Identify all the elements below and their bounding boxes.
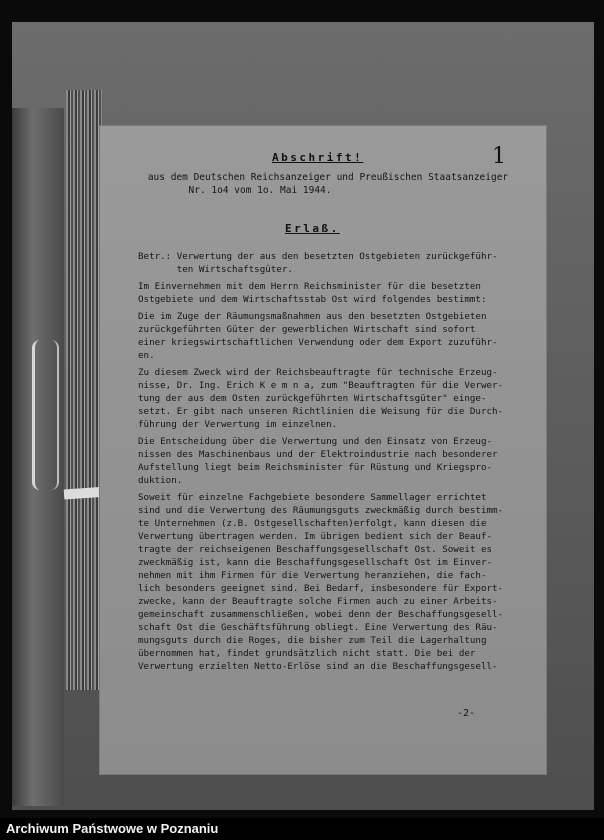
paragraph-collection (138, 491, 528, 673)
text-line: schaft Ost die Geschäftsführung obliegt. Eine Verwertung des Räu- (138, 622, 498, 633)
text-line: Zu diesem Zweck wird der Reichsbeauftragte für technische Erzeug- (138, 367, 498, 378)
text-line: Soweit für einzelne Fachgebiete besondere Sammellager errichtet (138, 492, 487, 503)
text-line: Die Entscheidung über die Verwertung und den Einsatz von Erzeug- (138, 436, 493, 447)
text-line: Verwertung übertragen werden. Im übrigen bedient sich der Beauf- (138, 531, 493, 542)
text-line: Betr.: Verwertung der aus den besetzten Ostgebieten zurückgeführ- (138, 251, 498, 262)
text-line: tragte der reichseigenen Beschaffungsgesellschaft Ost. Soweit es (138, 544, 493, 555)
text-line: gemeinschaft zusammenschließen, wobei denn der Beschaffungsgesell- (138, 609, 504, 620)
paragraph-agreement (138, 280, 528, 306)
handwritten-page-number: 1 (492, 144, 506, 169)
text-line: nehmen mit ihm Firmen für die Verwertung heranziehen, die fach- (138, 570, 487, 581)
text-line: nissen des Maschinenbaus und der Elektroindustrie nach besonderer (138, 449, 498, 460)
paragraph-subject (138, 250, 528, 276)
binding-string (32, 340, 59, 490)
archive-caption-bar (0, 818, 604, 840)
paragraph-commissioner (138, 366, 528, 431)
document-body (138, 250, 528, 677)
text-line: te Unternehmen (z.B. Ostgesellschaften)erfolgt, kann diesen die (138, 518, 487, 529)
text-line: Im Einvernehmen mit dem Herrn Reichsminister für die besetzten (138, 281, 481, 292)
text-line: lich besonders geeignet sind. Bei Bedarf, insbesondere für Export- (138, 583, 504, 594)
source-line-1: aus dem Deutschen Reichsanzeiger und Preußischen Staatsanzeiger (147, 172, 509, 183)
archive-name: Archiwum Państwowe w Poznaniu (6, 821, 219, 836)
text-line: ten Wirtschaftsgüter. (138, 264, 293, 275)
text-line: tung der aus dem Osten zurückgeführten Wirtschaftsgüter" einge- (138, 393, 487, 404)
text-line: Ostgebiete und dem Wirtschaftsstab Ost wird folgendes bestimmt: (138, 294, 487, 305)
decree-heading: Erlaß. (285, 222, 340, 235)
text-line: Die im Zuge der Räumungsmaßnahmen aus den besetzten Ostgebieten (138, 311, 487, 322)
text-line: Aufstellung liegt beim Reichsminister für Rüstung und Kriegspro- (138, 462, 493, 473)
source-line-2: Nr. 1o4 vom 1o. Mai 1944. (188, 185, 332, 196)
document-title: Abschrift! (272, 151, 364, 164)
text-line: zwecke, kann der Beauftragte solche Firmen auch zu einer Arbeits- (138, 596, 498, 607)
text-line: führung der Verwertung im einzelnen. (138, 419, 338, 430)
text-line: einer kriegswirtschaftlichen Verwendung oder dem Export zuzuführ- (138, 337, 498, 348)
text-line: zweckmäßig ist, kann die Beschaffungsgesellschaft Ost im Einver- (138, 557, 493, 568)
text-line: zurückgeführten Güter der gewerblichen Wirtschaft sind sofort (138, 324, 476, 335)
page-footer-number: -2- (457, 708, 476, 719)
paragraph-goods (138, 310, 528, 362)
page-binding (66, 90, 102, 690)
paragraph-decision (138, 435, 528, 487)
text-line: setzt. Er gibt nach unseren Richtlinien die Weisung für die Durch- (138, 406, 504, 417)
text-line: übernommen hat, findet grundsätzlich nicht statt. Die bei der (138, 648, 476, 659)
text-line: duktion. (138, 475, 183, 486)
text-line: sind und die Verwertung des Räumungsguts zweckmäßig durch bestimm- (138, 505, 504, 516)
text-line: Verwertung erzielten Netto-Erlöse sind an die Beschaffungsgesell- (138, 661, 498, 672)
text-line: nisse, Dr. Ing. Erich K e m n a, zum "Beauftragten für die Verwer- (138, 380, 504, 391)
text-line: mungsguts durch die Roges, die bisher zum Teil die Lagerhaltung (138, 635, 487, 646)
text-line: en. (138, 350, 155, 361)
